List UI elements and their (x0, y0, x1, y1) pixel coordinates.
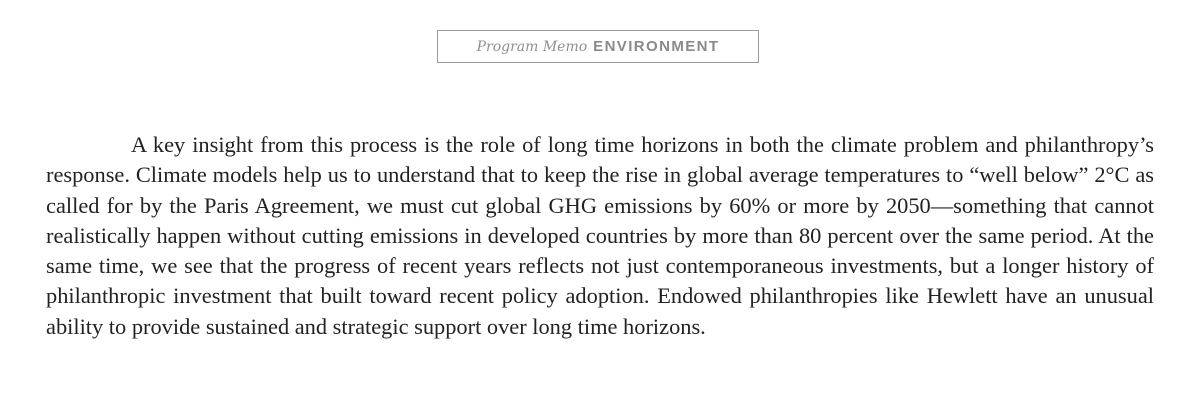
body-paragraph: A key insight from this process is the role of long time horizons in both the climate problem and philanthropy’s response. Climate models help us to understand that to keep the rise in global average temperatures to “well below” 2°C as called for by the Paris Agreement, we must cut global GHG emissions by 60% or more by 2050—something that cannot realistically happen without cutting emissions in developed countries by more than 80 percent over the same period. At the same time, we see that the progress of recent years reflects not just contemporaneous investments, but a longer history of philanthropic investment that built toward recent policy adoption. Endowed philanthropies like Hewlett have an unusual ability to provide sustained and strategic support over long time horizons. (46, 132, 1154, 339)
header-section-label: ENVIRONMENT (593, 38, 720, 55)
header-kicker: Program Memo (476, 38, 588, 55)
program-memo-header (437, 30, 759, 63)
